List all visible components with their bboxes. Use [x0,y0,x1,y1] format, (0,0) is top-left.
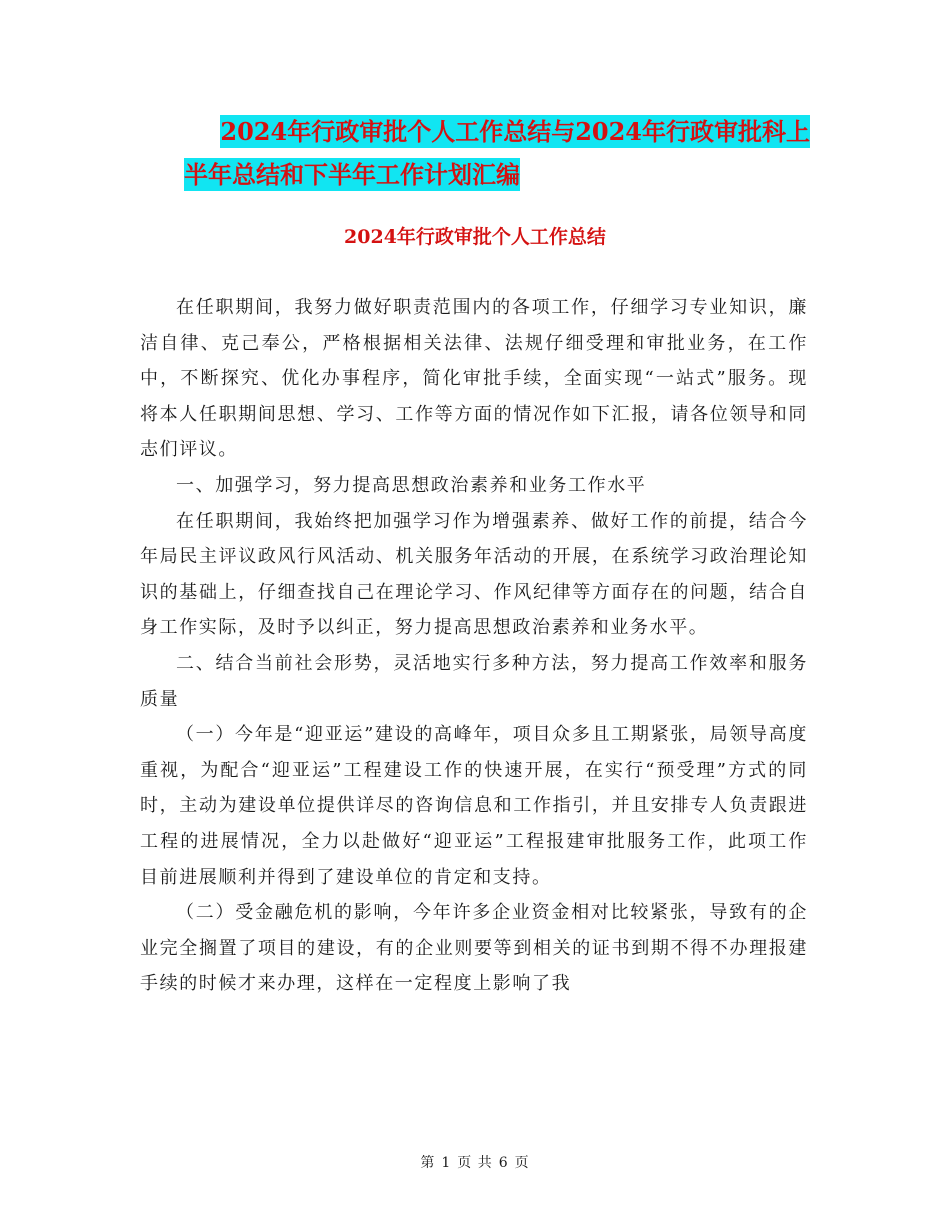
paragraph-item-2: （二）受金融危机的影响，今年许多企业资金相对比较紧张，导致有的企业完全搁置了项目的建设，有的企业则要等到相关的证书到期不得不办理报建手续的时候才来办理，这样在一定程度上影响了我 [140,902,808,995]
document-title-line-2 [184,155,854,195]
heading-section-2: 二、结合当前社会形势，灵活地实行多种方法，努力提高工作效率和服务质量 [140,652,808,710]
section-title: 2024年行政审批个人工作总结 [344,226,606,248]
document-title-line-1 [140,112,810,152]
heading-section-1: 一、加强学习，努力提高思想政治素养和业务工作水平 [176,474,647,496]
paragraph-intro: 在任职期间，我努力做好职责范围内的各项工作，仔细学习专业知识，廉洁自律、克己奉公，严格根据相关法律、法规仔细受理和审批业务，在工作中，不断探究、优化办事程序，简化审批手续，全面实现“一站式”服务。现将本人任职期间思想、学习、工作等方面的情况作如下汇报，请各位领导和同志们评议。 [140,297,808,461]
footer-current-page: 1 [441,1155,452,1171]
paragraph-section-1: 在任职期间，我始终把加强学习作为增强素养、做好工作的前提，结合今年局民主评议政风行风活动、机关服务年活动的开展，在系统学习政治理论知识的基础上，仔细查找自己在理论学习、作风纪律等方面存在的问题，结合自身工作实际，及时予以纠正，努力提高思想政治素养和业务水平。 [140,510,808,639]
footer-suffix: 页 [514,1155,530,1171]
title-highlight-2: 半年总结和下半年工作计划汇编 [184,160,520,189]
page-footer [0,1152,950,1172]
footer-total-pages: 6 [498,1155,509,1171]
footer-middle: 页 共 [457,1155,493,1171]
title-highlight-1: 2024年行政审批个人工作总结与2024年行政审批科上 [220,117,810,146]
paragraph-item-1: （一）今年是“迎亚运”建设的高峰年，项目众多且工期紧张，局领导高度重视，为配合“迎亚运”工程建设工作的快速开展，在实行“预受理”方式的同时，主动为建设单位提供详尽的咨询信息和工作指引，并且安排专人负责跟进工程的进展情况，全力以赴做好“迎亚运”工程报建审批服务工作，此项工作目前进展顺利并得到了建设单位的肯定和支持。 [140,724,808,888]
body-text [140,290,808,1002]
footer-prefix: 第 [420,1155,436,1171]
